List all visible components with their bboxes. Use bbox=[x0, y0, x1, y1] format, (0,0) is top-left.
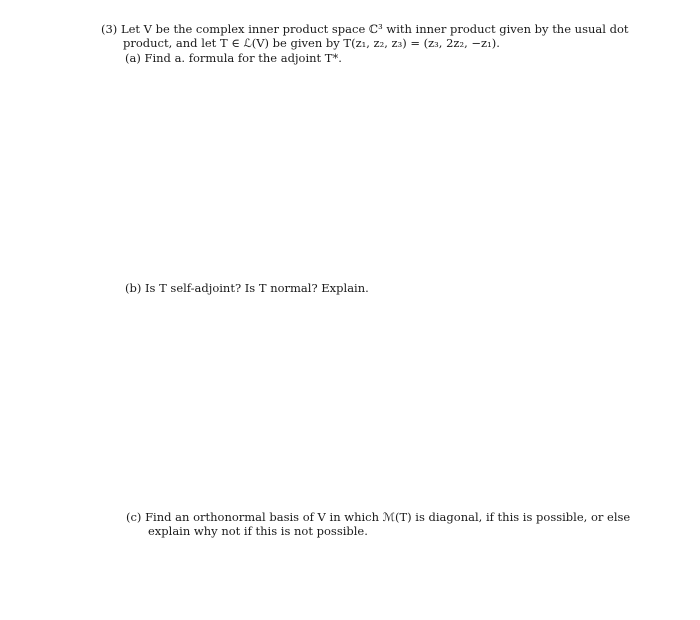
part-a-question: (a) Find a. formula for the adjoint T*. bbox=[125, 51, 342, 65]
problem-statement-line-1: (3) Let V be the complex inner product space ℂ³ with inner product given by the usual dot bbox=[101, 22, 629, 36]
part-c-question-line-2: explain why not if this is not possible. bbox=[148, 524, 368, 538]
problem-statement-line-2: product, and let T ∈ ℒ(V) be given by T(z₁, z₂, z₃) = (z₃, 2z₂, −z₁). bbox=[123, 36, 500, 50]
part-b-question: (b) Is T self-adjoint? Is T normal? Explain. bbox=[125, 281, 369, 295]
part-c-question-line-1: (c) Find an orthonormal basis of V in which ℳ(T) is diagonal, if this is possible, or else bbox=[126, 510, 631, 524]
